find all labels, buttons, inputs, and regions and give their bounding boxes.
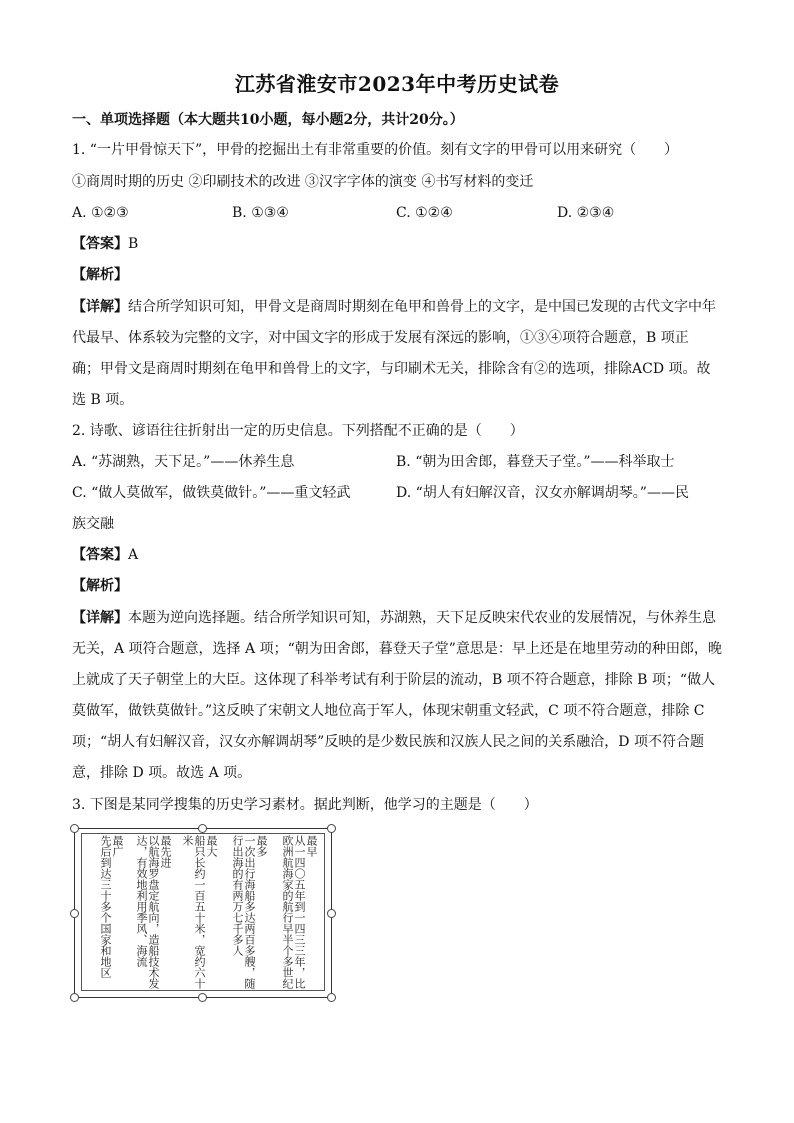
q2-detail-line [72,608,722,628]
answer-tag: 【答案】 [72,547,128,563]
q1-detail-line: 确；甲骨文是商周时期刻在龟甲和兽骨上的文字，与印刷术无关，排除含有②的选项，排除ACD 项。故 [72,361,711,377]
figure-column [135,835,171,997]
figure-column [231,835,267,997]
q1-option-d: D. ②③④ [557,205,615,221]
q1-option-a: A. ①②③ [72,205,129,221]
detail-tag: 【详解】 [72,299,128,315]
answer-value: B [128,236,139,252]
column-head: 最先进 [159,835,172,868]
q2-option-d: D. “胡人有妇解汉音，汉女亦解调胡琴。”——民 [396,485,689,501]
q1-analysis-tag: 【解析】 [72,267,128,283]
q2-detail-line: 无关，A 项符合题意，选择 A 项；“朝为田舍郎，暮登天子堂”意思是：早上还是在地里劳动的种田郎，晚 [72,641,722,657]
q2-option-b: B. “朝为田舍郎，暮登天子堂。”——科举取士 [396,454,675,470]
figure-column [181,835,217,997]
column-text: 一次出行海船多达两百多艘，随行出海的有两万七千多人 [231,835,256,989]
q2-answer [72,545,722,565]
answer-value: A [128,547,139,563]
q1-option-b: B. ①③④ [232,205,289,221]
resize-handle-right[interactable] [327,909,336,918]
column-head: 最大 [205,835,218,857]
figure-column [99,835,123,978]
column-text: 船只长约一百五十米，宽约六十米 [181,835,206,989]
detail-tag: 【详解】 [72,610,128,626]
resize-handle-bottom[interactable] [198,993,207,1002]
q3-stem: 3. 下图是某同学搜集的历史学习素材。据此判断，他学习的主题是（ ） [72,797,538,813]
q2-detail-line: 项；“胡人有妇解汉音，汉女亦解调胡琴”反映的是少数民族和汉族人民之间的关系融洽，D 项不符合题 [72,734,704,750]
column-head: 最广 [111,835,124,857]
resize-handle-bottom-right[interactable] [327,993,336,1002]
page-title: 江苏省淮安市2023年中考历史试卷 [234,72,560,96]
q1-stem: 1. “一片甲骨惊天下”，甲骨的挖掘出土有非常重要的价值。刻有文字的甲骨可以用来研究（ ） [72,142,679,158]
q2-option-c: C. “做人莫做军，做铁莫做针。”——重文轻武 [72,485,351,501]
q2-detail-line: 莫做军，做铁莫做针。”这反映了宋朝文人地位高于军人，体现宋朝重文轻武，C 项不符合题意，排除 C [72,703,705,719]
q2-stem: 2. 诗歌、谚语往往折射出一定的历史信息。下列搭配不正确的是（ ） [72,423,524,439]
detail-text: 本题为逆向选择题。结合所学知识可知，苏湖熟，天下足反映宋代农业的发展情况，与休养生息 [128,610,716,626]
resize-handle-top-left[interactable] [70,824,79,833]
column-head: 最早 [305,835,318,857]
column-text: 从一四〇五年到一四三三年，比欧洲航海家的航行早半个多世纪 [281,835,306,989]
resize-handle-bottom-left[interactable] [70,993,79,1002]
q1-answer [72,234,722,254]
q2-detail-line: 上就成了天子朝堂上的大臣。这体现了科举考试有利于阶层的流动，B 项不符合题意，排除 B 项；“做人 [72,672,716,688]
resize-handle-top[interactable] [198,824,207,833]
q1-items: ①商周时期的历史 ②印刷技术的改进 ③汉字字体的演变 ④书写材料的变迁 [72,174,534,190]
column-head: 最多 [255,835,268,857]
column-text: 以航海罗盘定航向，造船技术发达，有效地利用季风、海流 [135,835,160,989]
q1-detail-line: 选 B 项。 [72,392,134,408]
column-text: 先后到达三十多个国家和地区 [99,835,112,978]
q2-analysis-tag: 【解析】 [72,578,128,594]
resize-handle-left[interactable] [70,909,79,918]
q2-detail-line: 意，排除 D 项。故选 A 项。 [72,765,252,781]
q1-detail-line [72,297,722,317]
q1-detail-line: 代最早、体系较为完整的文字，对中国文字的形成于发展有深远的影响，①③④项符合题意，B 项正 [72,330,689,346]
section-heading: 一、单项选择题（本大题共10小题，每小题2分，共计20分。） [72,112,464,128]
q1-option-c: C. ①②④ [396,205,453,221]
q2-option-d-cont: 族交融 [72,516,114,532]
detail-text: 结合所学知识可知，甲骨文是商周时期刻在龟甲和兽骨上的文字，是中国已发现的古代文字中年 [128,299,716,315]
answer-tag: 【答案】 [72,236,128,252]
resize-handle-top-right[interactable] [327,824,336,833]
q2-option-a: A. “苏湖熟，天下足。”——休养生息 [72,454,295,470]
figure-column [281,835,317,997]
figure-image[interactable] [74,828,332,998]
